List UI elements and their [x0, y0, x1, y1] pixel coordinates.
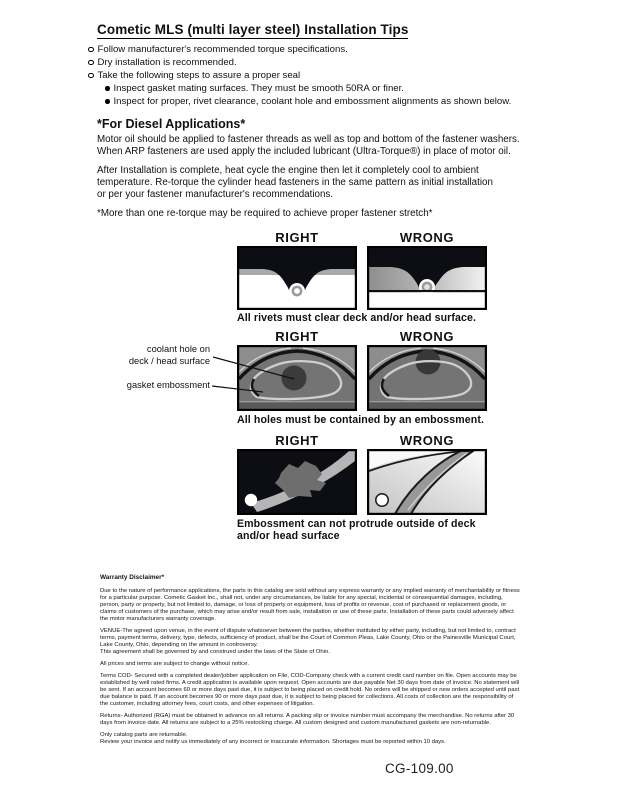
bullet-text: Dry installation is recommended. [97, 57, 237, 68]
rivet-right-diagram [237, 246, 357, 310]
text-line: or per your fastener manufacturer's recommendations. [97, 189, 334, 200]
diesel-heading: *For Diesel Applications* [97, 117, 246, 131]
warranty-paragraph: All prices and terms are subject to change without notice. [100, 661, 249, 667]
embossment-wrong-diagram [367, 449, 487, 515]
open-bullet-icon [88, 73, 94, 79]
right-label: RIGHT [275, 329, 319, 344]
retorque-note: *More than one re-torque may be required to achieve proper fastener stretch* [97, 208, 433, 219]
page-title: Cometic MLS (multi layer steel) Installation Tips [97, 22, 409, 37]
warranty-disclaimer [100, 574, 520, 751]
text-line: temperature. Re-torque the cylinder head fasteners in the same pattern as initial installation [97, 177, 493, 188]
right-label: RIGHT [275, 433, 319, 448]
filled-bullet-icon [105, 86, 110, 91]
list-item [105, 82, 511, 95]
callout-text: gasket embossment [126, 380, 210, 390]
diesel-paragraph-2 [97, 165, 493, 201]
bullet-text: Inspect for proper, rivet clearance, coolant hole and embossment alignments as shown below. [113, 96, 512, 107]
right-label: RIGHT [275, 230, 319, 245]
text-line: Motor oil should be applied to fastener threads as well as top and bottom of the fastener washers. [97, 134, 520, 145]
installation-tips-list [88, 43, 511, 108]
bullet-text: Follow manufacturer's recommended torque specifications. [97, 44, 348, 55]
coolant-hole-callout [98, 344, 210, 367]
list-item [88, 69, 511, 82]
diagram-caption: All rivets must clear deck and/or head surface. [237, 312, 477, 324]
callout-text: deck / head surface [128, 355, 210, 366]
diagram-caption: All holes must be contained by an embossment. [237, 414, 485, 426]
coolant-hole-right-diagram [237, 345, 357, 411]
page-code: CG-109.00 [385, 761, 454, 776]
rivet-wrong-diagram [367, 246, 487, 310]
warranty-paragraph: Terms COD- Secured with a completed dealer/jobber application on File, COD-Company check with a current credit card number on file. Open accounts may be established by well rated firms. A credit application is available upon request. Open accounts are due payable Net 30 days from date of invoice. No statement will be sent. If an account becomes 60 or more days past due, it is subject to being placed on credit hold. No orders will be shipped or new orders accepted until past due balance is paid. If an account becomes 90 or more days past due, it is subject to being placed for collections. All costs of collection are the responsibility of the customer, including attorney fees, court costs, and other expenses of litigation. [100, 673, 520, 707]
embossment-right-diagram [237, 449, 357, 515]
list-item [105, 95, 511, 108]
wrong-label: WRONG [399, 230, 455, 245]
warranty-paragraph: Due to the nature of performance applications, the parts in this catalog are sold without any express warranty or any implied warranty of merchantability or fitness for a particular purpose. Cometic Gasket Inc., shall not, under any circumstances, be liable for any special, incidental or consequential damages, including, person, party or property, but not limited to, damage, or loss of property or equipment, loss of profits or revenue, cost of purchased or replacement goods, or claims of customers of the purchase, which may arise and/or result from sale, installation or use of these parts. Installation of these parts could adversely affect the motor manufacturers warranty coverage. [100, 588, 520, 622]
text-line: When ARP fasteners are used apply the included lubricant (Ultra-Torque®) in place of motor oil. [97, 146, 511, 157]
warranty-paragraph: Review your invoice and notify us immediately of any incorrect or inaccurate information. Shortages must be reported within 10 days. [100, 739, 446, 745]
diesel-paragraph-1 [97, 134, 520, 158]
text-line: After Installation is complete, heat cycle the engine then let it completely cool to ambient [97, 165, 479, 176]
list-item [88, 43, 511, 56]
callout-text: coolant hole on [146, 344, 210, 354]
wrong-label: WRONG [399, 433, 455, 448]
diagram-caption [237, 518, 476, 542]
gasket-embossment-callout [98, 380, 210, 392]
filled-bullet-icon [105, 99, 110, 104]
warranty-paragraph: VENUE-The agreed upon venue, in the event of dispute whatsoever between the parties, whether instituted by either party, including, but not limited to, contract terms, payment terms, delivery, type, defects, sufficiency of product, shall be the Court of Common Pleas, Lake County, Ohio or the Painesville Municipal Court, Lake County, Ohio, depending on the amount in controversy. [100, 628, 516, 648]
open-bullet-icon [88, 47, 94, 53]
warranty-paragraph: Only catalog parts are returnable. [100, 732, 188, 738]
list-item [88, 56, 511, 69]
warranty-paragraph: Returns- Authorized (RGA) must be obtained in advance on all returns. A packing slip or invoice number must accompany the merchandise. No returns after 30 days from invoice date. All returns are subject to a 25% restocking charge. All custom designed and custom manufactured gaskets are non-returnable. [100, 713, 515, 726]
warranty-paragraph: This agreement shall be governed by and construed under the laws of the State of Ohio. [100, 649, 330, 655]
bullet-text: Inspect gasket mating surfaces. They must be smooth 50RA or finer. [113, 83, 404, 94]
caption-line: and/or head surface [237, 530, 340, 542]
open-bullet-icon [88, 60, 94, 66]
caption-line: Embossment can not protrude outside of deck [237, 518, 476, 530]
coolant-hole-wrong-diagram [367, 345, 487, 411]
bullet-text: Take the following steps to assure a proper seal [97, 70, 301, 81]
wrong-label: WRONG [399, 329, 455, 344]
warranty-heading: Warranty Disclaimer* [100, 574, 165, 581]
